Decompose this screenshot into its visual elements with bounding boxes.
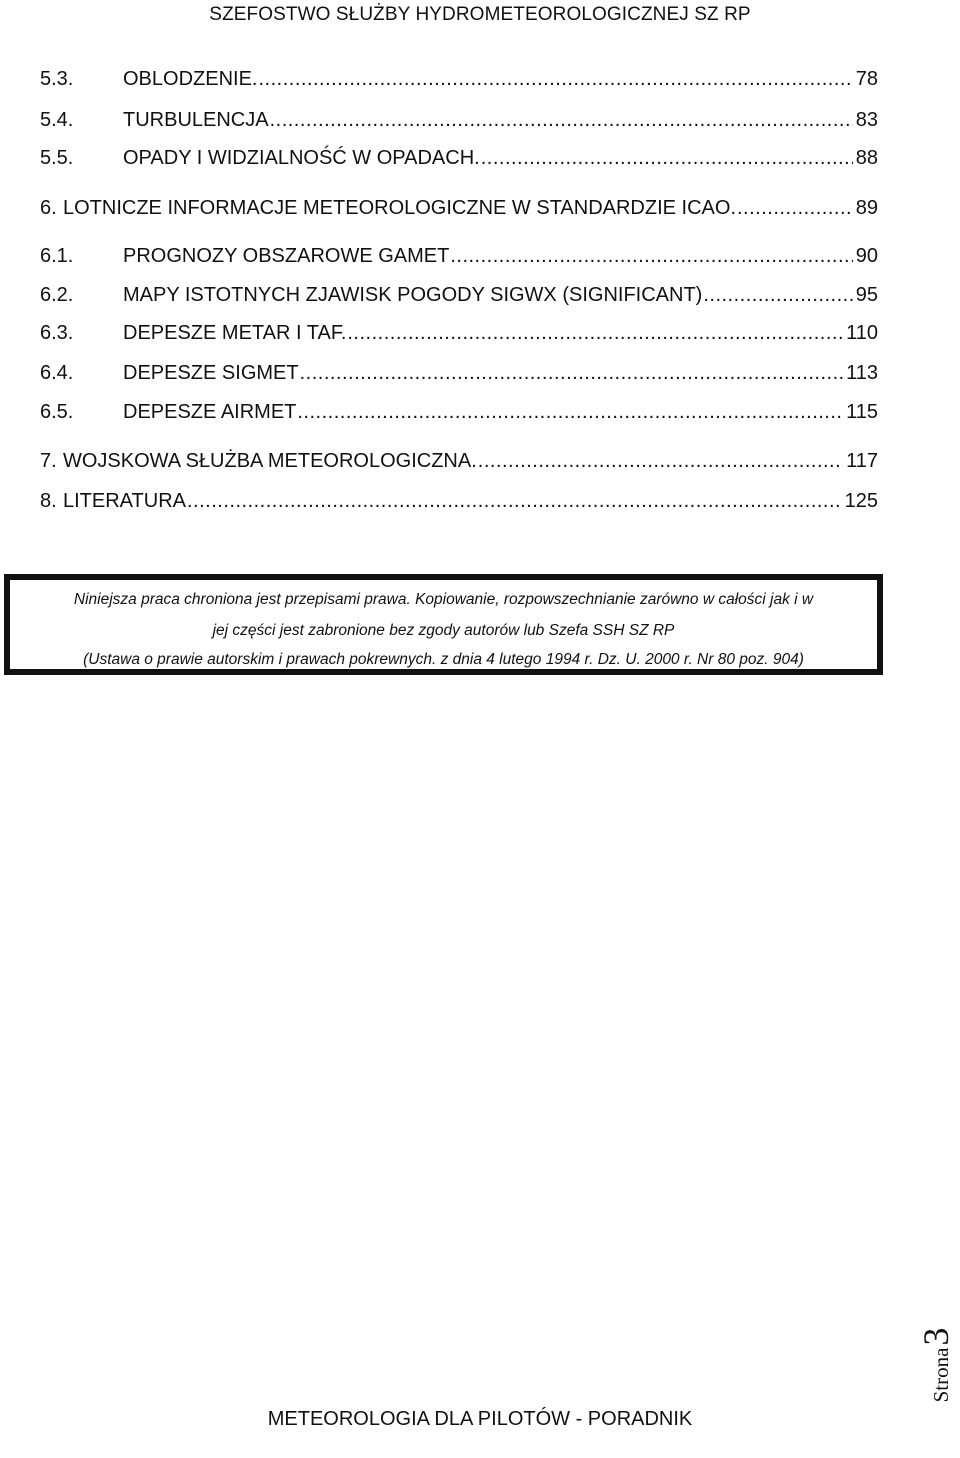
- toc-entry-title: OPADY I WIDZIALNOŚĆ W OPADACH.: [123, 147, 480, 169]
- toc-entry-number: 6.2.: [40, 284, 74, 306]
- toc-entry[interactable]: [40, 450, 878, 478]
- toc-entry[interactable]: [40, 490, 878, 518]
- toc-dot-leader: [270, 109, 853, 132]
- toc-dot-leader: [297, 401, 843, 424]
- toc-entry[interactable]: [40, 362, 878, 390]
- toc-entry-page: 95: [855, 284, 878, 306]
- running-footer: METEOROLOGIA DLA PILOTÓW - PORADNIK: [267, 1408, 693, 1430]
- toc-dot-leader: [347, 322, 843, 345]
- toc-entry-number: 8.: [40, 490, 57, 512]
- toc-entry-title: DEPESZE METAR I TAF.: [123, 322, 347, 344]
- toc-entry[interactable]: [40, 401, 878, 429]
- toc-entry-page: 125: [844, 490, 878, 512]
- toc-entry-title: PROGNOZY OBSZAROWE GAMET: [123, 245, 450, 267]
- toc-entry-page: 110: [846, 322, 878, 344]
- page-number-marker: [916, 1310, 956, 1420]
- toc-entry[interactable]: [40, 284, 878, 312]
- toc-entry-title: DEPESZE AIRMET: [123, 401, 297, 423]
- toc-entry-page: 90: [855, 245, 878, 267]
- toc-entry-number: 5.3.: [40, 68, 74, 90]
- toc-dot-leader: [300, 362, 844, 385]
- toc-dot-leader: [737, 197, 853, 220]
- toc-entry-title: LITERATURA: [63, 490, 186, 512]
- toc-entry[interactable]: [40, 109, 878, 137]
- toc-entry-page: 88: [855, 147, 878, 169]
- toc-dot-leader: [258, 68, 852, 91]
- toc-entry-page: 83: [855, 109, 878, 131]
- toc-entry[interactable]: [40, 68, 878, 96]
- copyright-notice-line: (Ustawa o prawie autorskim i prawach pokrewnych. z dnia 4 lutego 1994 r. Dz. U. 2000 r. Nr 80 poz. 904): [83, 651, 804, 668]
- toc-entry[interactable]: [40, 197, 878, 225]
- toc-entry-title: MAPY ISTOTNYCH ZJAWISK POGODY SIGWX (SIGNIFICANT): [123, 284, 703, 306]
- toc-entry-number: 5.4.: [40, 109, 74, 131]
- toc-entry[interactable]: [40, 245, 878, 273]
- toc-entry-number: 6.4.: [40, 362, 74, 384]
- toc-entry-title: LOTNICZE INFORMACJE METEOROLOGICZNE W STANDARDZIE ICAO.: [63, 197, 736, 219]
- toc-entry-number: 6.3.: [40, 322, 74, 344]
- toc-entry-title: TURBULENCJA: [123, 109, 269, 131]
- toc-entry-number: 7.: [40, 450, 57, 472]
- toc-dot-leader: [450, 245, 852, 268]
- running-header: SZEFOSTWO SŁUŻBY HYDROMETEOROLOGICZNEJ SZ RP: [209, 4, 751, 25]
- page-label: Strona: [929, 1347, 953, 1403]
- copyright-notice-line: jej części jest zabronione bez zgody autorów lub Szefa SSH SZ RP: [212, 622, 675, 639]
- toc-dot-leader: [187, 490, 842, 513]
- toc-entry-page: 117: [846, 450, 878, 472]
- toc-entry[interactable]: [40, 147, 878, 175]
- copyright-notice-box: [4, 574, 883, 675]
- toc-entry-number: 6.1.: [40, 245, 74, 267]
- toc-entry-number: 6.: [40, 197, 57, 219]
- toc-dot-leader: [478, 450, 843, 473]
- page-number: 3: [916, 1327, 956, 1346]
- toc-entry-number: 5.5.: [40, 147, 74, 169]
- toc-entry-page: 115: [846, 401, 878, 423]
- toc-entry-page: 89: [855, 197, 878, 219]
- toc-entry-number: 6.5.: [40, 401, 74, 423]
- copyright-notice-line: Niniejsza praca chroniona jest przepisami prawa. Kopiowanie, rozpowszechnianie zarówno w całości jak i w: [73, 591, 814, 608]
- toc-entry-page: 113: [846, 362, 878, 384]
- toc-dot-leader: [481, 147, 853, 170]
- toc-entry[interactable]: [40, 322, 878, 350]
- toc-dot-leader: [703, 284, 852, 307]
- toc-entry-title: OBLODZENIE.: [123, 68, 258, 90]
- toc-entry-title: DEPESZE SIGMET: [123, 362, 299, 384]
- toc-entry-title: WOJSKOWA SŁUŻBA METEOROLOGICZNA.: [63, 450, 477, 472]
- toc-entry-page: 78: [855, 68, 878, 90]
